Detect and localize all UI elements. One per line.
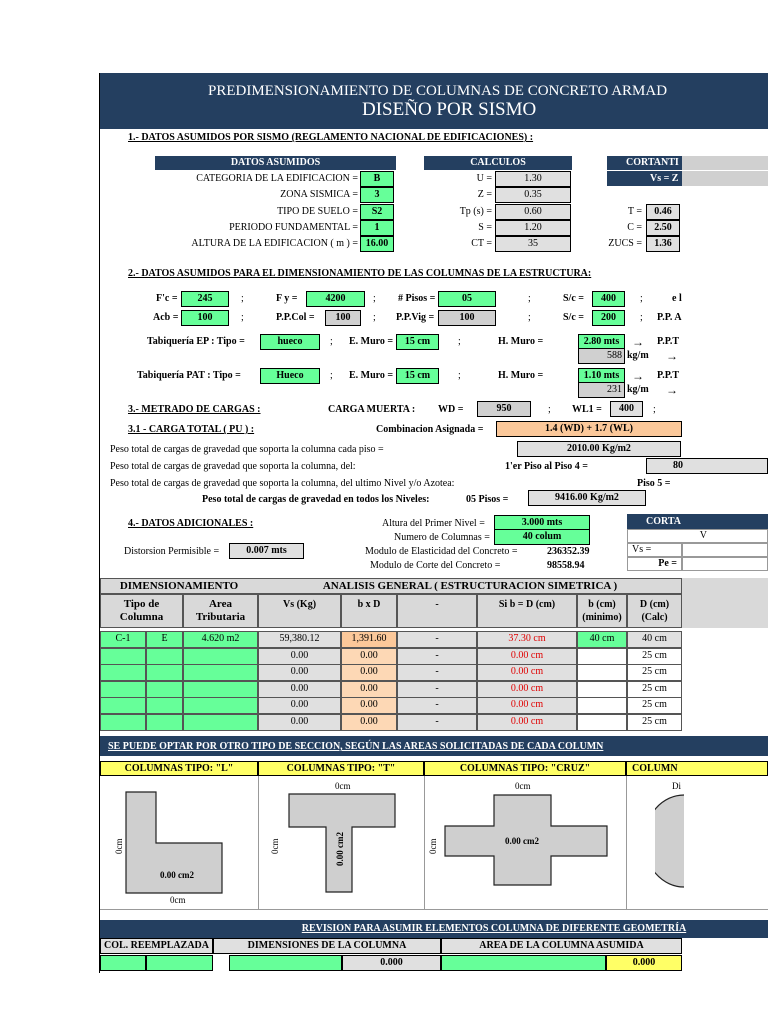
cortante-formula-ext	[682, 171, 768, 186]
tab-ep-label: Tabiquería EP : Tipo =	[147, 336, 245, 347]
dim-value: 0.000	[342, 955, 441, 971]
table-cell-dash: -	[397, 681, 477, 698]
hmuro2-label: H. Muro =	[498, 370, 544, 381]
calc-value: 1.30	[495, 171, 571, 187]
right-calc-label: T =	[627, 206, 642, 217]
emuro2-input[interactable]: 15 cm	[396, 368, 439, 384]
s1-input[interactable]: 16.00	[360, 236, 394, 252]
table-cell-vs: 0.00	[258, 681, 341, 698]
datos-asumidos-header: DATOS ASUMIDOS	[155, 156, 396, 170]
calc-label: Z =	[477, 189, 492, 200]
col-reemp-input-1[interactable]	[100, 955, 146, 971]
calc-label: U =	[476, 173, 492, 184]
sc2-label: S/c =	[563, 312, 584, 323]
fc-label: F'c =	[156, 293, 178, 304]
table-cell-cl[interactable]	[146, 648, 183, 665]
table-cell-sib: 0.00 cm	[477, 714, 577, 731]
table-cell-tipo[interactable]	[100, 714, 146, 731]
kgm2-label: kg/m	[627, 384, 649, 395]
table-cell-sib: 37.30 cm	[477, 631, 577, 648]
col-header: -	[397, 594, 477, 628]
combinacion-value: 1.4 (WD) + 1.7 (WL)	[496, 421, 682, 437]
table-cell-area[interactable]	[183, 714, 258, 731]
col-header: Area Tributaria	[183, 594, 258, 628]
piso5-label: Piso 5 =	[637, 478, 671, 489]
table-cell-cl[interactable]	[146, 664, 183, 681]
mod-elast-value: 236352.39	[547, 546, 590, 557]
calculos-header: CALCULOS	[424, 156, 572, 170]
table-cell-dcalc: 25 cm	[627, 648, 682, 665]
cortante-header-ext	[682, 156, 768, 170]
peso-pisos-label: Peso total de cargas de gravedad que soporta la columna, del:	[110, 461, 356, 472]
wd-value: 950	[477, 401, 531, 417]
cruz-side-label: 0cm	[428, 838, 438, 854]
table-cell-area[interactable]	[183, 648, 258, 665]
vs-label-cell: V	[627, 529, 768, 543]
table-cell-area[interactable]	[183, 697, 258, 714]
acb-label: Acb =	[153, 312, 179, 323]
section1-heading: 1.- DATOS ASUMIDOS POR SISMO (REGLAMENTO NACIONAL DE EDIFICACIONES) :	[128, 132, 534, 143]
altura-label: Altura del Primer Nivel =	[382, 518, 485, 529]
table-cell-tipo[interactable]	[100, 697, 146, 714]
table-cell-dcalc: 25 cm	[627, 681, 682, 698]
vs-value-cell	[682, 543, 768, 557]
distorsion-label: Distorsion Permisible =	[124, 546, 220, 557]
pisos-label: # Pisos =	[398, 293, 436, 304]
sc2-input[interactable]: 200	[592, 310, 625, 326]
t-side-label: 0cm	[270, 838, 280, 854]
table-cell-tipo[interactable]	[100, 664, 146, 681]
pe-label-cell: Pe =	[627, 557, 682, 571]
table-cell-vs: 0.00	[258, 697, 341, 714]
table-cell-tipo[interactable]: C-1	[100, 631, 146, 648]
area-value: 0.000	[606, 955, 682, 971]
s1-input[interactable]: 1	[360, 220, 394, 236]
fy-label: F y =	[276, 293, 298, 304]
table-cell-area[interactable]: 4.620 m2	[183, 631, 258, 648]
mod-elast-label: Modulo de Elasticidad del Concreto =	[365, 546, 518, 557]
table-cell-area[interactable]	[183, 681, 258, 698]
table-cell-dcalc: 25 cm	[627, 664, 682, 681]
s1-label: PERIODO FUNDAMENTAL =	[229, 222, 358, 233]
peso-cada-piso-value: 2010.00 Kg/m2	[517, 441, 681, 457]
peso-azotea-label: Peso total de cargas de gravedad que soporta la columna, del ultimo Nivel y/o Azotea:	[110, 478, 455, 489]
el-label: e l	[672, 293, 682, 304]
revision-banner-text: REVISION PARA ASUMIR ELEMENTOS COLUMNA DE DIFERENTE GEOMETRÍA	[301, 923, 687, 934]
dim-input[interactable]	[229, 955, 342, 971]
dimensiones-header: DIMENSIONES DE LA COLUMNA	[213, 938, 441, 954]
calc-label: CT =	[471, 238, 492, 249]
l-area-label: 0.00 cm2	[160, 870, 194, 880]
ppvig-value: 100	[438, 310, 496, 326]
ncol-label: Numero de Columnas =	[394, 532, 490, 543]
kgm1-label: kg/m	[627, 350, 649, 361]
table-cell-vs: 0.00	[258, 648, 341, 665]
s1-label: ZONA SISMICA =	[280, 189, 358, 200]
emuro2-label: E. Muro =	[349, 370, 394, 381]
w1-value: 588	[578, 348, 625, 364]
table-cell-area[interactable]	[183, 664, 258, 681]
wd-label: WD =	[438, 404, 464, 415]
right-calc-value: 2.50	[646, 220, 680, 236]
s1-input[interactable]: 3	[360, 187, 394, 203]
page-subtitle: DISEÑO POR SISMO	[362, 99, 537, 120]
calc-value: 0.35	[495, 187, 571, 203]
emuro1-label: E. Muro =	[349, 336, 394, 347]
table-cell-tipo[interactable]	[100, 648, 146, 665]
tab-pat-tipo[interactable]: Hueco	[260, 368, 320, 384]
section4-heading: 4.- DATOS ADICIONALES :	[128, 518, 254, 529]
table-cell-dash: -	[397, 648, 477, 665]
title-banner	[100, 73, 768, 129]
secciones-banner	[100, 736, 768, 756]
ppvig-label: P.P.Vig =	[396, 312, 435, 323]
acb-input[interactable]: 100	[181, 310, 229, 326]
table-cell-vs: 0.00	[258, 664, 341, 681]
sc1-input[interactable]: 400	[592, 291, 625, 307]
tipo-l-header: COLUMNAS TIPO: "L"	[100, 761, 258, 776]
l-side-label: 0cm	[114, 838, 124, 854]
pisos-range-label: 1'er Piso al Piso 4 =	[505, 461, 589, 472]
table-cell-bxd: 0.00	[341, 648, 397, 665]
fy-input[interactable]: 4200	[306, 291, 365, 307]
ppa-label: P.P. A	[657, 312, 682, 323]
secciones-banner-text: SE PUEDE OPTAR POR OTRO TIPO DE SECCION, SEGÚN LAS AREAS SOLICITADAS DE CADA COLUMN	[108, 741, 604, 752]
table-cell-sib: 0.00 cm	[477, 681, 577, 698]
table-cell-dash: -	[397, 631, 477, 648]
col-reemp-input-2[interactable]	[146, 955, 213, 971]
table-cell-bmin[interactable]	[577, 648, 627, 665]
combinacion-label: Combinacion Asignada =	[376, 424, 484, 435]
c-top-label: Di	[672, 781, 681, 791]
col-reemplazada-header: COL. REEMPLAZADA	[100, 938, 213, 954]
revision-banner	[100, 920, 768, 938]
table-cell-sib: 0.00 cm	[477, 697, 577, 714]
table-cell-bmin[interactable]	[577, 681, 627, 698]
analisis-header: ANALISIS GENERAL ( ESTRUCTURACION SIMETRICA )	[322, 580, 618, 592]
l-bottom-label: 0cm	[170, 895, 186, 905]
col-header: Vs (Kg)	[258, 594, 341, 628]
t-area-label: 0.00 cm2	[335, 832, 345, 866]
emuro1-input[interactable]: 15 cm	[396, 334, 439, 350]
ppt1-label: P.P.T	[657, 336, 680, 347]
table-cell-sib: 0.00 cm	[477, 664, 577, 681]
mod-corte-value: 98558.94	[547, 560, 585, 571]
table-cell-bmin[interactable]: 40 cm	[577, 631, 627, 648]
table-cell-bmin[interactable]	[577, 697, 627, 714]
pisos-total-label: 05 Pisos =	[466, 494, 509, 505]
s1-label: ALTURA DE LA EDIFICACION ( m ) =	[191, 238, 358, 249]
tab-ep-tipo[interactable]: hueco	[260, 334, 320, 350]
tipo-t-header: COLUMNAS TIPO: "T"	[258, 761, 424, 776]
table-cell-bmin[interactable]	[577, 664, 627, 681]
ppcol-label: P.P.Col =	[276, 312, 315, 323]
distorsion-value: 0.007 mts	[229, 543, 304, 559]
col-header: b x D	[341, 594, 397, 628]
peso-cada-piso-label: Peso total de cargas de gravedad que soporta la columna cada piso =	[110, 444, 384, 455]
calc-value: 35	[495, 236, 571, 252]
table-cell-bmin[interactable]	[577, 714, 627, 731]
tab-pat-label: Tabiquería PAT : Tipo =	[137, 370, 241, 381]
cruz-top-label: 0cm	[515, 781, 531, 791]
mod-corte-label: Modulo de Corte del Concreto =	[370, 560, 501, 571]
peso-total-value: 9416.00 Kg/m2	[528, 490, 646, 506]
col-header: b (cm) (minimo)	[577, 594, 627, 628]
table-cell-dash: -	[397, 697, 477, 714]
carga-muerta-label: CARGA MUERTA :	[328, 404, 416, 415]
circular-shape-diagram	[655, 794, 685, 888]
peso-total-label: Peso total de cargas de gravedad en todos los Niveles:	[202, 494, 430, 505]
calc-label: Tp (s) =	[459, 206, 492, 217]
altura-input[interactable]: 3.000 mts	[494, 515, 590, 531]
ncol-input[interactable]: 40 colum	[494, 529, 590, 545]
pisos-input[interactable]: 05	[438, 291, 496, 307]
tipo-cruz-header: COLUMNAS TIPO: "CRUZ"	[424, 761, 626, 776]
table-cell-tipo[interactable]	[100, 681, 146, 698]
hmuro1-label: H. Muro =	[498, 336, 544, 347]
sc1-label: S/c =	[563, 293, 584, 304]
table-cell-bxd: 0.00	[341, 681, 397, 698]
table-cell-cl[interactable]	[146, 697, 183, 714]
table-cell-dcalc: 25 cm	[627, 697, 682, 714]
right-calc-label: ZUCS =	[608, 238, 642, 249]
table-cell-bxd: 0.00	[341, 714, 397, 731]
area-asumida-header: AREA DE LA COLUMNA ASUMIDA	[441, 938, 682, 954]
table-cell-cl[interactable]	[146, 714, 183, 731]
tipo-c-header: COLUMN	[626, 761, 768, 776]
s1-input[interactable]: B	[360, 171, 394, 187]
section3-heading: 3.- METRADO DE CARGAS :	[128, 404, 261, 415]
corta-header: CORTA	[627, 514, 768, 529]
s1-input[interactable]: S2	[360, 204, 394, 220]
wl-label: WL1 =	[572, 404, 602, 415]
cortante-header: CORTANTI	[607, 156, 682, 170]
table-cell-bxd: 0.00	[341, 664, 397, 681]
table-cell-bxd: 0.00	[341, 697, 397, 714]
table-cell-vs: 0.00	[258, 714, 341, 731]
table-cell-cl[interactable]	[146, 681, 183, 698]
col-header: D (cm) (Calc)	[627, 594, 682, 628]
w2-value: 231	[578, 382, 625, 398]
table-cell-cl[interactable]: E	[146, 631, 183, 648]
table-cell-dcalc: 40 cm	[627, 631, 682, 648]
right-calc-value: 1.36	[646, 236, 680, 252]
cruz-area-label: 0.00 cm2	[505, 836, 539, 846]
table-header-ext	[682, 578, 768, 628]
table-cell-sib: 0.00 cm	[477, 648, 577, 665]
hmuro1-input[interactable]: 2.80 mts	[578, 334, 625, 350]
right-calc-label: C =	[627, 222, 642, 233]
t-top-label: 0cm	[335, 781, 351, 791]
section2-heading: 2.- DATOS ASUMIDOS PARA EL DIMENSIONAMIENTO DE LAS COLUMNAS DE LA ESTRUCTURA:	[128, 268, 592, 279]
pe-value-cell	[682, 557, 768, 571]
wl-value: 400	[610, 401, 643, 417]
right-calc-value: 0.46	[646, 204, 680, 220]
calc-value: 1.20	[495, 220, 571, 236]
fc-input[interactable]: 245	[181, 291, 229, 307]
cortante-formula: Vs = Z	[607, 171, 682, 186]
section31-heading: 3.1 - CARGA TOTAL ( PU ) :	[128, 424, 255, 435]
table-cell-vs: 59,380.12	[258, 631, 341, 648]
area-input[interactable]	[441, 955, 606, 971]
s1-label: CATEGORIA DE LA EDIFICACION =	[196, 173, 358, 184]
ppcol-value: 100	[325, 310, 361, 326]
table-cell-bxd: 1,391.60	[341, 631, 397, 648]
ppt2-label: P.P.T	[657, 370, 680, 381]
page-title: PREDIMENSIONAMIENTO DE COLUMNAS DE CONCRETO ARMAD	[208, 83, 668, 99]
col-header: Tipo de Columna	[100, 594, 183, 628]
table-cell-dcalc: 25 cm	[627, 714, 682, 731]
table-cell-dash: -	[397, 664, 477, 681]
vs-eq-cell: Vs =	[627, 543, 682, 557]
col-header: Si b = D (cm)	[477, 594, 577, 628]
table-cell-dash: -	[397, 714, 477, 731]
calc-value: 0.60	[495, 204, 571, 220]
calc-label: S =	[478, 222, 492, 233]
peso-pisos-value: 80	[646, 458, 768, 474]
s1-label: TIPO DE SUELO =	[277, 206, 358, 217]
hmuro2-input[interactable]: 1.10 mts	[578, 368, 625, 384]
dimensionamiento-header: DIMENSIONAMIENTO	[119, 580, 239, 592]
